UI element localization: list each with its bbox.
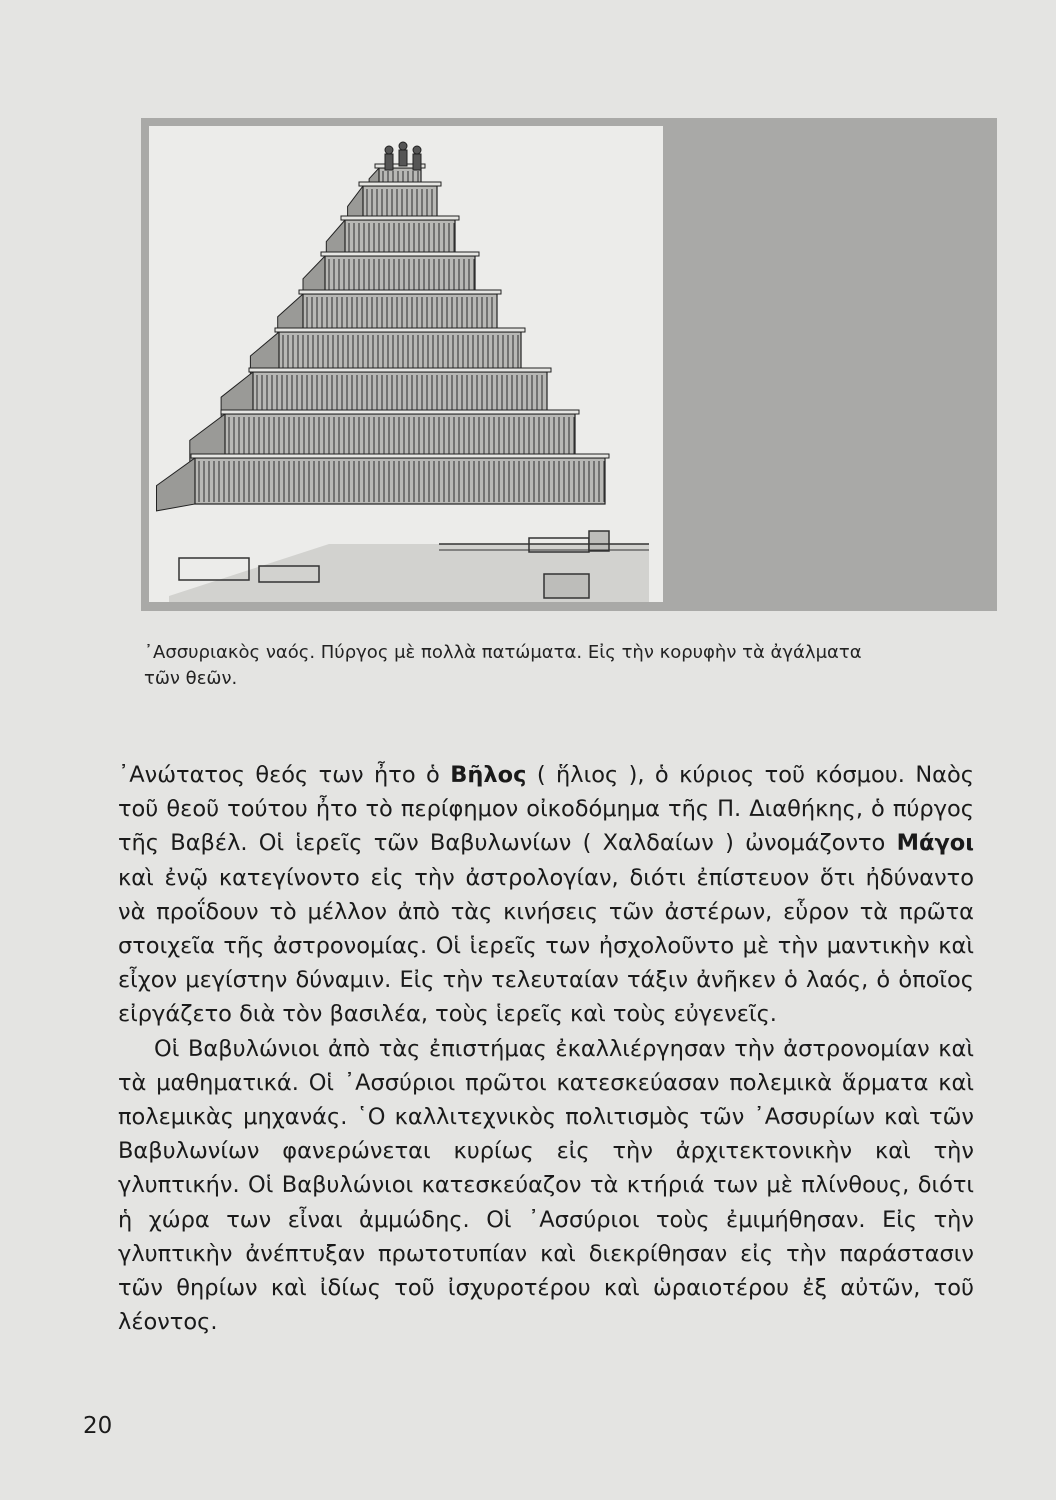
term-magoi: Μάγοι — [896, 830, 974, 857]
paragraph-1-part-1: ᾿Ανώτατος θεός των ἦτο ὁ — [118, 762, 451, 788]
paragraph-1 — [118, 758, 974, 1032]
page-number: 20 — [83, 1413, 113, 1439]
paragraph-1-part-2: ( ἥλιος ), ὁ κύριος τοῦ κόσμου. Ναὸς τοῦ θεοῦ τούτου ἦτο τὸ περίφημον οἰκοδόμημα τῆς Π. Διαθήκης, ὁ πύργος τῆς Βαβέλ. Οἱ ἱερεῖς τῶν Βαβυλωνίων ( Χαλδαίων ) ὠνομάζοντο — [118, 762, 974, 857]
paragraph-2: Οἱ Βαβυλώνιοι ἀπὸ τὰς ἐπιστήμας ἐκαλλιέργησαν τὴν ἀστρονομίαν καὶ τὰ μαθηματικά. Οἱ ᾿Ασσύριοι πρῶτοι κατεσκεύασαν πολεμικὰ ἅρματα καὶ πολεμικὰς μηχανάς. ῾Ο καλλιτεχνικὸς πολιτισμὸς τῶν ᾿Ασσυρίων καὶ τῶν Βαβυλωνίων φανερώνεται κυρίως εἰς τὴν ἀρχιτεκτονικὴν καὶ τὴν γλυπτικήν. Οἱ Βαβυλώνιοι κατεσκεύαζον τὰ κτήριά των μὲ πλίνθους, διότι ἡ χώρα των εἶναι ἀμμώδης. Οἱ ᾿Ασσύριοι τοὺς ἐμιμήθησαν. Εἰς τὴν γλυπτικὴν ἀνέπτυξαν πρωτοτυπίαν καὶ διεκρίθησαν εἰς τὴν παράστασιν τῶν θηρίων καὶ ἰδίως τοῦ ἰσχυροτέρου καὶ ὡραιοτέρου ἐξ αὐτῶν, τοῦ λέοντος. — [118, 1035, 974, 1336]
caption-line-2: τῶν θεῶν. — [144, 668, 238, 689]
term-belos: Βῆλος — [450, 762, 527, 788]
paragraph-1-part-3: καὶ ἐνῷ κατεγίνοντο εἰς τὴν ἀστρολογίαν, διότι ἐπίστευον ὅτι ἠδύναντο νὰ προΐδουν τὸ μέλλον ἀπὸ τὰς κινήσεις τῶν ἀστέρων, εὗρον τὰ πρῶτα στοιχεῖα τῆς ἀστρονομίας. Οἱ ἱερεῖς των ἠσχολοῦντο μὲ τὴν μαντικὴν καὶ εἶχον μεγίστην δύναμιν. Εἰς τὴν τελευταίαν τάξιν ἀνῆκεν ὁ λαός, ὁ ὁποῖος εἰργάζετο διὰ τὸν βασιλέα, τοὺς ἱερεῖς καὶ τοὺς εὐγενεῖς. — [118, 864, 974, 1028]
figure-frame — [141, 118, 997, 611]
figure-caption — [144, 640, 1004, 692]
caption-line-1: ᾿Ασσυριακὸς ναός. Πύργος μὲ πολλὰ πατώματα. Εἰς τὴν κορυφὴν τὰ ἀγάλματα — [144, 642, 862, 663]
body-text — [118, 758, 974, 1339]
ziggurat-illustration — [149, 126, 663, 602]
